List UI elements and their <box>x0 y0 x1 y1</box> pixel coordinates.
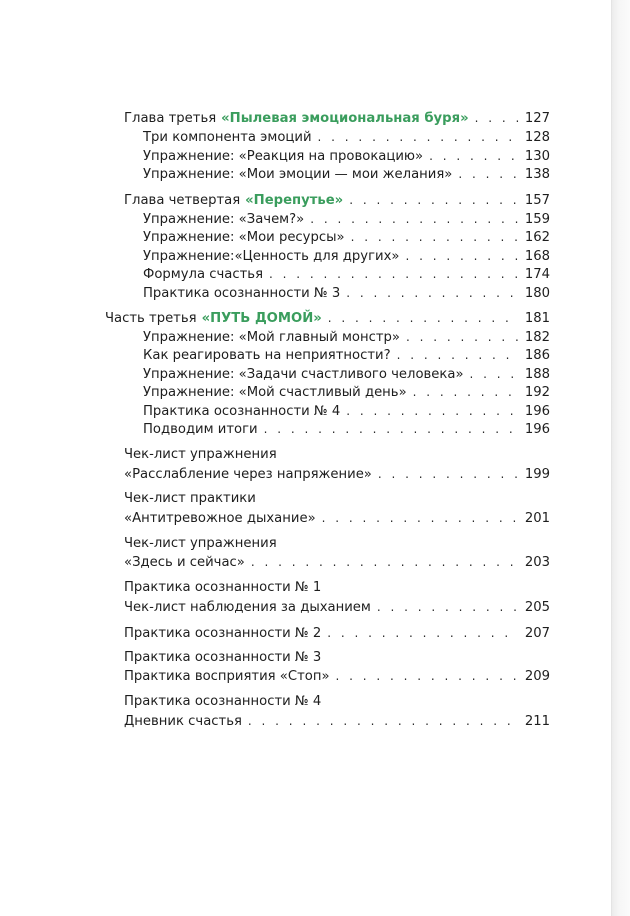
toc-entry-line1: Практика осознанности № 1 <box>124 580 322 595</box>
toc-entry[interactable] <box>143 265 550 284</box>
dot-leader <box>310 210 519 228</box>
page-number: 174 <box>524 267 550 282</box>
dot-leader <box>397 346 519 364</box>
dot-leader <box>251 553 519 571</box>
page-number: 128 <box>524 130 550 145</box>
dot-leader <box>406 328 519 346</box>
toc-entry-title: Упражнение:«Ценность для других» <box>143 249 400 264</box>
page-number: 205 <box>524 600 550 615</box>
toc-entry[interactable] <box>143 165 550 184</box>
toc-entry-title: Упражнение: «Задачи счастливого человека» <box>143 367 464 382</box>
part-prefix: Часть третья <box>105 311 197 326</box>
toc-entry[interactable] <box>143 210 550 229</box>
toc-entry-line1: Чек-лист практики <box>124 491 256 506</box>
dot-leader <box>269 265 519 283</box>
toc-chapter-3[interactable] <box>124 109 550 128</box>
page-number: 201 <box>524 511 550 526</box>
toc-entry-title: Как реагировать на неприятности? <box>143 348 391 363</box>
toc-part-3[interactable] <box>105 309 550 328</box>
page-number: 182 <box>524 330 550 345</box>
dot-leader <box>328 309 519 327</box>
page-number: 127 <box>524 111 550 126</box>
toc-entry-line1: Чек-лист упражнения <box>124 447 277 462</box>
dot-leader <box>405 247 518 265</box>
chapter-title: «Перепутье» <box>245 193 344 208</box>
dot-leader <box>377 598 519 616</box>
toc-entry[interactable] <box>124 598 550 617</box>
dot-leader <box>327 624 519 642</box>
dot-leader <box>336 667 519 685</box>
toc-entry-title: Упражнение: «Мои эмоции — мои желания» <box>143 167 453 182</box>
toc-entry[interactable] <box>143 402 550 421</box>
page-number: 196 <box>524 422 550 437</box>
page-number: 186 <box>524 348 550 363</box>
page-number: 159 <box>524 212 550 227</box>
page-number: 207 <box>524 626 550 641</box>
toc-entry-title: Формула счастья <box>143 267 264 282</box>
page-number: 130 <box>524 149 550 164</box>
toc-entry[interactable] <box>124 553 550 572</box>
toc-entry[interactable] <box>143 284 550 303</box>
dot-leader <box>470 365 519 383</box>
chapter-prefix: Глава третья <box>124 111 217 126</box>
toc-entry-title <box>105 310 322 328</box>
toc-chapter-4[interactable] <box>124 191 550 210</box>
toc-entry-title: Упражнение: «Зачем?» <box>143 212 305 227</box>
page-number: 162 <box>524 230 550 245</box>
dot-leader <box>248 712 519 730</box>
toc-entry-title: Упражнение: «Реакция на провокацию» <box>143 149 424 164</box>
toc-entry-title: Три компонента эмоций <box>143 130 312 145</box>
toc-entry-title <box>124 110 469 128</box>
page-number: 157 <box>524 193 550 208</box>
toc-entry[interactable] <box>124 509 550 528</box>
dot-leader <box>351 228 519 246</box>
toc-entry-title: Подводим итоги <box>143 422 258 437</box>
dot-leader <box>349 191 519 209</box>
dot-leader <box>458 165 518 183</box>
toc-entry-title: Практика осознанности № 4 <box>143 404 341 419</box>
chapter-prefix: Глава четвертая <box>124 193 241 208</box>
toc-entry-title <box>124 192 343 210</box>
dot-leader <box>429 147 519 165</box>
toc-entry-line1: Чек-лист упражнения <box>124 536 277 551</box>
page-number: 138 <box>524 167 550 182</box>
page-number: 209 <box>524 669 550 684</box>
toc-entry-line1: Практика осознанности № 4 <box>124 694 322 709</box>
toc-entry-title: Дневник счастья <box>124 714 242 729</box>
dot-leader <box>378 465 519 483</box>
toc-entry[interactable] <box>143 147 550 166</box>
page-number: 188 <box>524 367 550 382</box>
page-number: 192 <box>524 385 550 400</box>
toc-entry-title: «Здесь и сейчас» <box>124 555 245 570</box>
toc-entry[interactable] <box>124 667 550 686</box>
toc-entry[interactable] <box>143 128 550 147</box>
page-number: 180 <box>524 286 550 301</box>
toc-entry-title: Практика осознанности № 3 <box>143 286 341 301</box>
toc-entry-title: Упражнение: «Мои ресурсы» <box>143 230 345 245</box>
toc-entry[interactable] <box>143 247 550 266</box>
page-number: 203 <box>524 555 550 570</box>
toc-entry-title: Упражнение: «Мой главный монстр» <box>143 330 400 345</box>
dot-leader <box>264 420 519 438</box>
toc-entry-title: «Антитревожное дыхание» <box>124 511 316 526</box>
toc-entry[interactable] <box>124 465 550 484</box>
toc-entry-title: «Расслабление через напряжение» <box>124 467 372 482</box>
dot-leader <box>318 128 519 146</box>
dot-leader <box>475 109 519 127</box>
toc-entry[interactable] <box>124 624 550 643</box>
dot-leader <box>346 402 519 420</box>
toc-entry-title: Практика осознанности № 2 <box>124 626 322 641</box>
dot-leader <box>413 383 519 401</box>
part-title: «ПУТЬ ДОМОЙ» <box>201 311 322 326</box>
toc-entry[interactable] <box>143 365 550 384</box>
page-number: 196 <box>524 404 550 419</box>
toc-entry[interactable] <box>143 346 550 365</box>
toc-entry[interactable] <box>124 712 550 731</box>
toc-entry-title: Упражнение: «Мой счастливый день» <box>143 385 407 400</box>
toc-entry-title: Чек-лист наблюдения за дыханием <box>124 600 371 615</box>
toc-entry[interactable] <box>143 228 550 247</box>
toc-entry-title: Практика восприятия «Стоп» <box>124 669 330 684</box>
dot-leader <box>322 509 519 527</box>
toc-entry[interactable] <box>143 420 550 439</box>
toc-entry-line1: Практика осознанности № 3 <box>124 650 322 665</box>
page-number: 199 <box>524 467 550 482</box>
toc-entry[interactable] <box>143 383 550 402</box>
toc-entry[interactable] <box>143 328 550 347</box>
page-number: 211 <box>524 714 550 729</box>
chapter-title: «Пылевая эмоциональная буря» <box>221 111 469 126</box>
page-number: 168 <box>524 249 550 264</box>
dot-leader <box>346 284 519 302</box>
page-number: 181 <box>524 311 550 326</box>
